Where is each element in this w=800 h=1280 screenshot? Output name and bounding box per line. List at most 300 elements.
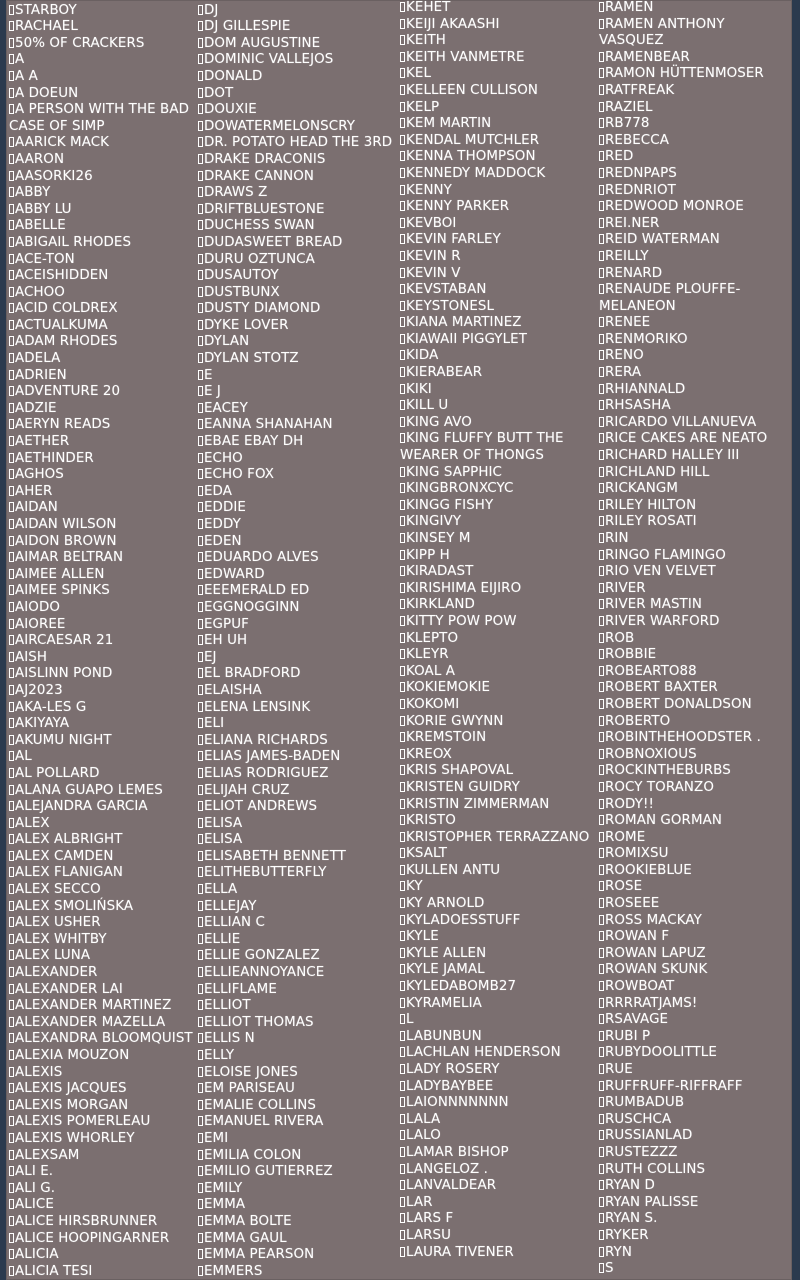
checkbox-glyph-icon xyxy=(198,718,203,728)
credit-name-label: KRIS SHAPOVAL xyxy=(406,763,514,779)
credit-name xyxy=(198,766,406,783)
credit-name xyxy=(198,1247,406,1264)
credit-name-label: ALEX FLANIGAN xyxy=(15,865,123,881)
checkbox-glyph-icon xyxy=(9,834,14,844)
checkbox-glyph-icon xyxy=(599,881,604,891)
credit-name-label: KENNA THOMPSON xyxy=(406,149,536,165)
checkbox-glyph-icon xyxy=(400,500,405,510)
checkbox-glyph-icon xyxy=(9,917,14,927)
credit-name xyxy=(9,749,203,766)
credit-name xyxy=(198,1148,406,1165)
credit-name-label: REILLY xyxy=(605,248,649,264)
checkbox-glyph-icon xyxy=(198,851,203,861)
credit-name-label: AIRCAESAR 21 xyxy=(15,633,114,649)
credit-name-label: EDA xyxy=(204,483,232,499)
credit-name xyxy=(400,996,604,1013)
credit-name xyxy=(400,581,604,598)
credit-name xyxy=(400,149,604,166)
credit-name-label: RIO VEN VELVET xyxy=(605,564,716,580)
credit-name-label: ROBERTO xyxy=(605,713,671,729)
checkbox-glyph-icon xyxy=(9,702,14,712)
credit-name-label: EDDY xyxy=(204,517,241,532)
credit-name-label: ELLEJAY xyxy=(204,898,257,914)
credit-name xyxy=(198,1015,406,1032)
credit-name xyxy=(198,700,406,717)
credit-name-label: KORIE GWYNN xyxy=(406,713,504,729)
credit-name-label: KOKOMI xyxy=(406,696,460,712)
credit-name xyxy=(198,434,406,451)
credit-name xyxy=(599,1062,792,1079)
checkbox-glyph-icon xyxy=(9,851,14,861)
credit-name-label: ELLY xyxy=(204,1048,235,1063)
credit-name-label: KOAL A xyxy=(406,663,455,679)
checkbox-glyph-icon xyxy=(9,320,14,330)
credit-name-label: AIDAN xyxy=(15,500,58,516)
checkbox-glyph-icon xyxy=(9,502,14,512)
credit-name-label: KYLEDABOMB27 xyxy=(406,979,517,995)
credit-name xyxy=(198,384,406,401)
credit-name xyxy=(198,1264,406,1280)
credit-name-label: KEL xyxy=(406,66,432,82)
checkbox-glyph-icon xyxy=(198,1266,203,1276)
credit-name xyxy=(599,1195,792,1212)
credit-name-label: AISLINN POND xyxy=(15,666,113,682)
credit-name-label: ELIAS RODRIGUEZ xyxy=(204,765,329,781)
checkbox-glyph-icon xyxy=(599,201,604,211)
credit-name-label: RERA xyxy=(605,365,642,381)
credit-name-label: AKUMU NIGHT xyxy=(15,732,112,748)
checkbox-glyph-icon xyxy=(198,950,203,960)
credit-name-label: DUSTBUNX xyxy=(204,284,280,300)
credit-name-label: RRRRATJAMS! xyxy=(605,995,698,1011)
credit-name-label: ALICE HIRSBRUNNER xyxy=(15,1213,158,1229)
credit-name xyxy=(9,1131,203,1148)
checkbox-glyph-icon xyxy=(599,1213,604,1223)
checkbox-glyph-icon xyxy=(599,948,604,958)
credit-name-label: ALEJANDRA GARCIA xyxy=(15,799,148,815)
credit-name xyxy=(9,1048,203,1065)
checkbox-glyph-icon xyxy=(599,765,604,775)
credit-name-label: KENNEDY MADDOCK xyxy=(406,165,546,181)
credit-name xyxy=(599,0,792,17)
checkbox-glyph-icon xyxy=(198,502,203,512)
checkbox-glyph-icon xyxy=(198,54,203,64)
credit-name xyxy=(9,202,203,219)
credit-name-label: ROWAN SKUNK xyxy=(605,962,708,978)
credit-name xyxy=(198,816,406,833)
checkbox-glyph-icon xyxy=(599,19,604,29)
credit-name xyxy=(198,1098,406,1115)
credit-name xyxy=(9,965,203,982)
credit-name xyxy=(9,218,203,235)
checkbox-glyph-icon xyxy=(198,1050,203,1060)
credit-name-label: KLEPTO xyxy=(406,630,459,646)
credit-name-label: AIDON BROWN xyxy=(15,533,117,549)
checkbox-glyph-icon xyxy=(599,334,604,344)
checkbox-glyph-icon xyxy=(400,1097,405,1107)
credit-name-label: EMI xyxy=(204,1130,229,1146)
credit-name-label: ELIAS JAMES-BADEN xyxy=(204,749,341,765)
credit-name-label: EDWARD xyxy=(204,566,265,582)
checkbox-glyph-icon xyxy=(198,867,203,877)
checkbox-glyph-icon xyxy=(400,384,405,394)
checkbox-glyph-icon xyxy=(9,1183,14,1193)
credit-name xyxy=(400,1012,604,1029)
checkbox-glyph-icon xyxy=(198,204,203,214)
checkbox-glyph-icon xyxy=(198,287,203,297)
credit-name xyxy=(599,879,792,896)
checkbox-glyph-icon xyxy=(400,699,405,709)
credit-name-label: KRISTIN ZIMMERMAN xyxy=(406,796,550,812)
checkbox-glyph-icon xyxy=(198,884,203,894)
checkbox-glyph-icon xyxy=(198,917,203,927)
credit-name-label: KEM MARTIN xyxy=(406,116,492,132)
checkbox-glyph-icon xyxy=(599,1230,604,1240)
checkbox-glyph-icon xyxy=(599,500,604,510)
checkbox-glyph-icon xyxy=(599,400,604,410)
credit-name-label: E J xyxy=(204,384,221,400)
credit-name xyxy=(599,232,792,249)
credit-name-label: DURU OZTUNCA xyxy=(204,251,315,267)
credit-name xyxy=(599,913,792,930)
credit-name-label: ELLIEANNOYANCE xyxy=(204,965,325,981)
credit-name-label: ALICE xyxy=(15,1197,54,1213)
credit-name xyxy=(9,948,203,965)
checkbox-glyph-icon xyxy=(599,350,604,360)
credit-name-label: ELISA xyxy=(204,815,243,831)
credit-name-label: KY xyxy=(406,879,423,895)
credit-name-label: KLEYR xyxy=(406,647,449,663)
credit-name xyxy=(9,716,203,733)
credit-name-label: ROSE xyxy=(605,879,643,895)
credit-name xyxy=(400,747,604,764)
checkbox-glyph-icon xyxy=(599,68,604,78)
credit-name-label: ACTUALKUMA xyxy=(15,317,108,333)
credit-name-label: EMMA BOLTE xyxy=(204,1213,292,1229)
credit-name xyxy=(9,1098,203,1115)
credit-name xyxy=(9,86,203,103)
credit-name xyxy=(198,69,406,86)
credit-name-label: KIKI xyxy=(406,381,432,397)
credit-name xyxy=(198,252,406,269)
credit-name-label: KYLE xyxy=(406,929,439,945)
credit-name xyxy=(198,583,406,600)
credit-name-label: KYLE ALLEN xyxy=(406,945,487,961)
checkbox-glyph-icon xyxy=(400,832,405,842)
credit-name-label: DRAKE DRACONIS xyxy=(204,151,326,167)
credit-name-label: ELLIS N xyxy=(204,1031,255,1047)
credit-name-label: KYRAMELIA xyxy=(406,995,482,1011)
checkbox-glyph-icon xyxy=(400,118,405,128)
checkbox-glyph-icon xyxy=(9,436,14,446)
credit-name xyxy=(9,3,203,20)
checkbox-glyph-icon xyxy=(198,453,203,463)
credit-name-label: ELITHEBUTTERFLY xyxy=(204,865,327,881)
credit-name xyxy=(198,998,406,1015)
checkbox-glyph-icon xyxy=(599,799,604,809)
checkbox-glyph-icon xyxy=(599,915,604,925)
checkbox-glyph-icon xyxy=(599,151,604,161)
checkbox-glyph-icon xyxy=(198,1249,203,1259)
checkbox-glyph-icon xyxy=(198,685,203,695)
credit-name xyxy=(9,417,203,434)
credit-name xyxy=(599,946,792,963)
checkbox-glyph-icon xyxy=(9,1017,14,1027)
credit-name-label: RHIANNALD xyxy=(605,381,686,397)
checkbox-glyph-icon xyxy=(599,1114,604,1124)
credit-name-label: AKA-LES G xyxy=(15,699,87,715)
credit-name-label: EMALIE COLLINS xyxy=(204,1097,316,1113)
credit-name-label: DOWATERMELONSCRY xyxy=(204,118,356,134)
checkbox-glyph-icon xyxy=(599,1130,604,1140)
checkbox-glyph-icon xyxy=(9,137,14,147)
checkbox-glyph-icon xyxy=(198,1216,203,1226)
checkbox-glyph-icon xyxy=(599,1097,604,1107)
checkbox-glyph-icon xyxy=(400,633,405,643)
credit-name xyxy=(9,932,203,949)
credit-name xyxy=(599,863,792,880)
credit-name xyxy=(599,564,792,581)
credit-name-label: KREMSTOIN xyxy=(406,730,487,746)
checkbox-glyph-icon xyxy=(9,735,14,745)
checkbox-glyph-icon xyxy=(198,1000,203,1010)
credit-name-label: ACID COLDREX xyxy=(15,301,118,317)
checkbox-glyph-icon xyxy=(400,898,405,908)
checkbox-glyph-icon xyxy=(400,516,405,526)
credit-name xyxy=(9,583,203,600)
credit-name-label: ROSEEE xyxy=(605,896,660,912)
credit-name-label: ELAISHA xyxy=(204,682,262,698)
checkbox-glyph-icon xyxy=(9,668,14,678)
credit-name-label: AIMAR BELTRAN xyxy=(15,550,124,566)
credit-name-label: AETHINDER xyxy=(15,450,94,466)
credit-name xyxy=(198,3,406,20)
credit-name xyxy=(599,1029,792,1046)
credit-name-label: ALEXIS JACQUES xyxy=(15,1081,127,1097)
checkbox-glyph-icon xyxy=(198,320,203,330)
credit-name xyxy=(599,929,792,946)
credit-name-label: LACHLAN HENDERSON xyxy=(406,1045,561,1061)
credit-name-label: KRISTO xyxy=(406,813,456,829)
credit-name xyxy=(599,166,792,183)
credit-name xyxy=(198,218,406,235)
credit-name-label: ROBBIE xyxy=(605,647,657,663)
credit-name xyxy=(9,1065,203,1082)
credit-name xyxy=(400,299,604,316)
credit-name xyxy=(599,1079,792,1096)
credit-name xyxy=(400,614,604,631)
credit-name xyxy=(400,465,604,482)
credit-name xyxy=(599,697,792,714)
credit-name xyxy=(599,133,792,150)
credit-name-label: DRIFTBLUESTONE xyxy=(204,201,325,217)
checkbox-glyph-icon xyxy=(400,185,405,195)
credit-name xyxy=(400,680,604,697)
credit-name xyxy=(198,401,406,418)
checkbox-glyph-icon xyxy=(9,934,14,944)
credit-name-label: ADRIEN xyxy=(15,367,67,383)
credit-name-label: KYLADOESSTUFF xyxy=(406,912,521,928)
checkbox-glyph-icon xyxy=(198,668,203,678)
checkbox-glyph-icon xyxy=(400,334,405,344)
checkbox-glyph-icon xyxy=(9,901,14,911)
credit-name-label: KINSEY M xyxy=(406,531,471,546)
credit-name-label: ROWAN LAPUZ xyxy=(605,945,706,961)
credit-name-label: ALEXIS xyxy=(15,1064,63,1080)
credit-name xyxy=(599,597,792,614)
credit-name-label: DUSTY DIAMOND xyxy=(204,301,321,317)
credit-name xyxy=(400,0,604,17)
credit-name-label: ELLIOT THOMAS xyxy=(204,1014,314,1030)
credits-column-3 xyxy=(400,0,604,1261)
credit-name xyxy=(9,816,203,833)
checkbox-glyph-icon xyxy=(198,1067,203,1077)
credit-name-label: ABBY xyxy=(15,185,51,201)
credit-name xyxy=(198,119,406,136)
credit-name xyxy=(599,780,792,797)
credit-name-label: KING AVO xyxy=(406,414,472,430)
credit-name-label: LANGELOZ . xyxy=(406,1161,488,1177)
credit-name xyxy=(599,1128,792,1145)
checkbox-glyph-icon xyxy=(599,102,604,112)
checkbox-glyph-icon xyxy=(599,218,604,228)
credit-name xyxy=(599,183,792,200)
credit-name-label: RYAN D xyxy=(605,1178,655,1194)
checkbox-glyph-icon xyxy=(198,88,203,98)
credit-name-label: EDUARDO ALVES xyxy=(204,550,319,566)
credit-name xyxy=(198,19,406,36)
credit-name xyxy=(9,550,203,567)
credits-panel xyxy=(6,0,792,1280)
credit-name-label: KING FLUFFY BUTT THE WEARER OF THONGS xyxy=(400,431,564,464)
checkbox-glyph-icon xyxy=(9,171,14,181)
credit-name-label: ELLIE xyxy=(204,931,241,947)
credit-name-label: AL xyxy=(15,749,32,765)
credit-name-label: ELISABETH BENNETT xyxy=(204,848,346,864)
credit-name-label: RENARD xyxy=(605,265,663,281)
credit-name-label: ALEXANDER LAI xyxy=(15,981,123,997)
checkbox-glyph-icon xyxy=(400,234,405,244)
credit-name xyxy=(198,683,406,700)
credit-name xyxy=(400,66,604,83)
credit-name-label: RYAN PALISSE xyxy=(605,1194,699,1210)
credit-name xyxy=(599,1045,792,1062)
checkbox-glyph-icon xyxy=(9,884,14,894)
checkbox-glyph-icon xyxy=(400,666,405,676)
credit-name xyxy=(9,849,203,866)
credit-name-label: AIDAN WILSON xyxy=(15,517,117,532)
credit-name-label: RYAN S. xyxy=(605,1211,658,1227)
checkbox-glyph-icon xyxy=(9,718,14,728)
credit-name-label: REDWOOD MONROE xyxy=(605,199,744,215)
credit-name-label: ROWAN F xyxy=(605,929,670,945)
credit-name-label xyxy=(15,0,29,1)
checkbox-glyph-icon xyxy=(599,2,604,12)
credit-name-label: AGHOS xyxy=(15,467,64,483)
credit-name-label: RICE CAKES ARE NEATO xyxy=(605,431,768,447)
credit-name-label: KYLE JAMAL xyxy=(406,962,485,978)
credit-name-label: ALEX ALBRIGHT xyxy=(15,832,123,848)
checkbox-glyph-icon xyxy=(9,967,14,977)
checkbox-glyph-icon xyxy=(599,1247,604,1257)
credit-name xyxy=(400,249,604,266)
credit-name xyxy=(9,169,203,186)
credit-name xyxy=(400,315,604,332)
credit-name xyxy=(198,36,406,53)
credit-name-label: ALICIA TESI xyxy=(15,1263,93,1279)
credit-name-label: ROMAN GORMAN xyxy=(605,813,722,829)
checkbox-glyph-icon xyxy=(198,1199,203,1209)
checkbox-glyph-icon xyxy=(198,270,203,280)
checkbox-glyph-icon xyxy=(198,934,203,944)
checkbox-glyph-icon xyxy=(9,1116,14,1126)
credit-name-label: A A xyxy=(15,68,38,84)
credit-name xyxy=(400,929,604,946)
credit-name-label: ABELLE xyxy=(15,218,66,234)
credit-name-label: ROME xyxy=(605,829,646,845)
checkbox-glyph-icon xyxy=(599,1180,604,1190)
checkbox-glyph-icon xyxy=(599,1064,604,1074)
credit-name-label: ROOKIEBLUE xyxy=(605,862,692,878)
credit-name-label: DUSAUTOY xyxy=(204,268,279,284)
credit-name xyxy=(9,733,203,750)
checkbox-glyph-icon xyxy=(198,137,203,147)
checkbox-glyph-icon xyxy=(9,38,14,48)
checkbox-glyph-icon xyxy=(198,1233,203,1243)
credit-name-label: ROBEARTO88 xyxy=(605,663,697,679)
credit-name xyxy=(198,135,406,152)
credit-name-label: REID WATERMAN xyxy=(605,232,720,248)
credit-name-label: EH UH xyxy=(204,633,248,649)
credit-name-label: EDDIE xyxy=(204,500,246,516)
credit-name-label: LALA xyxy=(406,1111,441,1127)
credit-name xyxy=(599,514,792,531)
credit-name xyxy=(599,1012,792,1029)
checkbox-glyph-icon xyxy=(400,881,405,891)
credit-name-label: RENMORIKO xyxy=(605,331,688,347)
credit-name-label: KEITH VANMETRE xyxy=(406,49,525,65)
credit-name xyxy=(9,467,203,484)
credit-name-label: RIVER MASTIN xyxy=(605,597,702,613)
credit-name xyxy=(599,664,792,681)
checkbox-glyph-icon xyxy=(9,370,14,380)
checkbox-glyph-icon xyxy=(599,964,604,974)
checkbox-glyph-icon xyxy=(400,931,405,941)
checkbox-glyph-icon xyxy=(9,751,14,761)
checkbox-glyph-icon xyxy=(400,1213,405,1223)
credit-name xyxy=(400,1211,604,1228)
checkbox-glyph-icon xyxy=(599,433,604,443)
credit-name xyxy=(9,1214,203,1231)
checkbox-glyph-icon xyxy=(599,782,604,792)
credit-name-label: AIOREE xyxy=(15,616,66,632)
credit-name xyxy=(198,1065,406,1082)
checkbox-glyph-icon xyxy=(400,799,405,809)
checkbox-glyph-icon xyxy=(400,151,405,161)
credit-name-label: ALEXIS POMERLEAU xyxy=(15,1114,151,1130)
credit-name xyxy=(9,1015,203,1032)
credit-name xyxy=(198,285,406,302)
credit-name-label: DJ xyxy=(204,2,219,18)
checkbox-glyph-icon xyxy=(9,154,14,164)
checkbox-glyph-icon xyxy=(198,519,203,529)
checkbox-glyph-icon xyxy=(599,1197,604,1207)
credit-name xyxy=(599,282,792,315)
credit-name-label: A PERSON WITH THE BAD CASE OF SIMP xyxy=(9,102,189,134)
checkbox-glyph-icon xyxy=(198,5,203,15)
checkbox-glyph-icon xyxy=(9,71,14,81)
credit-name-label: ADZIE xyxy=(15,400,57,416)
